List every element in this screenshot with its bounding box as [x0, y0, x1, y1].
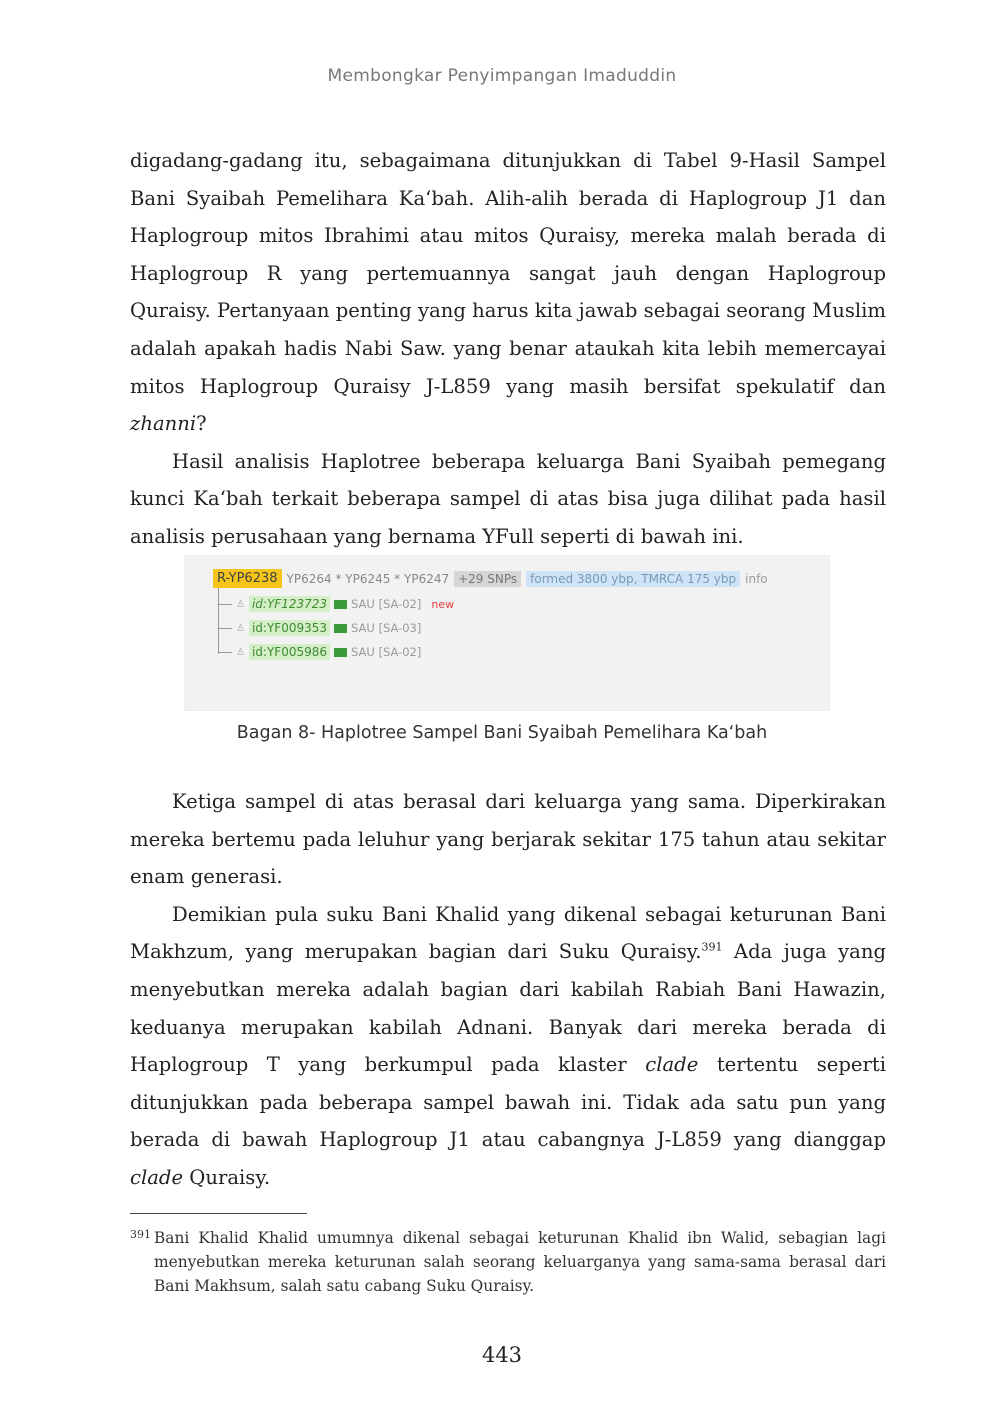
haplogroup-label[interactable]: R-YP6238: [213, 569, 282, 588]
page-number: 443: [481, 1343, 523, 1367]
sample-row: [218, 596, 454, 612]
branch-connector: [218, 628, 232, 629]
new-badge: new: [431, 597, 455, 611]
flag-icon: [334, 624, 347, 633]
footnote-ref[interactable]: 391: [701, 940, 723, 954]
person-icon: ♙: [236, 598, 245, 610]
haplotree-figure: [184, 555, 830, 711]
italic-term: clade: [645, 1053, 699, 1077]
sample-row: [218, 644, 421, 660]
running-header: Membongkar Penyimpangan Imaduddin: [327, 66, 677, 86]
haplogroup-node: [213, 569, 768, 588]
paragraph-3: Ketiga sampel di atas berasal dari keluarga yang sama. Diperkirakan mereka bertemu pada leluhur yang berjarak sekitar 175 tahun atau sekitar enam generasi.: [130, 790, 886, 889]
paragraph-2: Hasil analisis Haplotree beberapa keluarga Bani Syaibah pemegang kunci Ka‘bah terkait beberapa sampel di atas bisa juga dilihat pada hasil analisis perusahaan yang bernama YFull seperti di bawah ini.: [130, 449, 886, 548]
footnote: [130, 1226, 886, 1298]
snp-list: YP6264 * YP6245 * YP6247: [286, 571, 450, 586]
sample-country: SAU [SA-02]: [351, 597, 422, 611]
flag-icon: [334, 600, 347, 609]
flag-icon: [334, 648, 347, 657]
footnote-divider: [130, 1213, 307, 1214]
footnote-number: 391: [130, 1228, 151, 1241]
age-estimate: formed 3800 ybp, TMRCA 175 ybp: [526, 571, 740, 587]
body-text-bottom: [130, 783, 886, 1197]
branch-connector: [218, 604, 232, 605]
sample-row: [218, 620, 421, 636]
footnote-text: Bani Khalid Khalid umumnya dikenal sebagai keturunan Khalid ibn Walid, sebagian lagi menyebutkan mereka keturunan salah seorang keluarganya yang sama-sama berasal dari Bani Makhsum, salah satu cabang Suku Quraisy.: [154, 1229, 886, 1295]
italic-term: zhanni: [130, 412, 197, 436]
sample-id[interactable]: id:YF005986: [249, 644, 330, 660]
info-link[interactable]: info: [745, 571, 768, 586]
paragraph-4: Demikian pula suku Bani Khalid yang dikenal sebagai keturunan Bani Makhzum, yang merupakan bagian dari Suku Quraisy.$^{391}$ Ada juga yang menyebutkan mereka adalah bagian dari kabilah Rabiah Bani Hawazin, keduanya merupakan kabilah Adnani. Banyak dari mereka berada di Haplogroup T yang berkumpul pada klaster clade tertentu seperti ditunjukkan pada beberapa sampel bawah ini. Tidak ada satu pun yang berada di bawah Haplogroup J1 atau cabangnya J-L859 yang dianggap clade Quraisy.: [130, 902, 887, 1189]
italic-term: clade: [130, 1165, 184, 1189]
branch-connector: [218, 652, 232, 653]
figure-caption: Bagan 8- Haplotree Sampel Bani Syaibah Pemelihara Ka‘bah: [236, 723, 768, 743]
sample-id[interactable]: id:YF009353: [249, 620, 330, 636]
snp-count[interactable]: +29 SNPs: [454, 571, 521, 587]
sample-country: SAU [SA-03]: [351, 621, 422, 635]
paragraph-1: digadang-gadang itu, sebagaimana ditunjukkan di Tabel 9-Hasil Sampel Bani Syaibah Pemelihara Ka‘bah. Alih-alih berada di Haplogroup J1 dan Haplogroup mitos Ibrahimi atau mitos Quraisy, mereka malah berada di Haplogroup R yang pertemuannya sangat jauh dengan Haplogroup Quraisy. Pertanyaan penting yang harus kita jawab sebagai seorang Muslim adalah apakah hadis Nabi Saw. yang benar ataukah kita lebih memercayai mitos Haplogroup Quraisy J-L859 yang masih bersifat spekulatif dan zhanni?: [130, 149, 886, 436]
haplotree: [185, 556, 829, 710]
sample-country: SAU [SA-02]: [351, 645, 422, 659]
person-icon: ♙: [236, 646, 245, 658]
sample-id[interactable]: id:YF123723: [249, 596, 330, 612]
body-text-top: [130, 142, 886, 556]
person-icon: ♙: [236, 622, 245, 634]
